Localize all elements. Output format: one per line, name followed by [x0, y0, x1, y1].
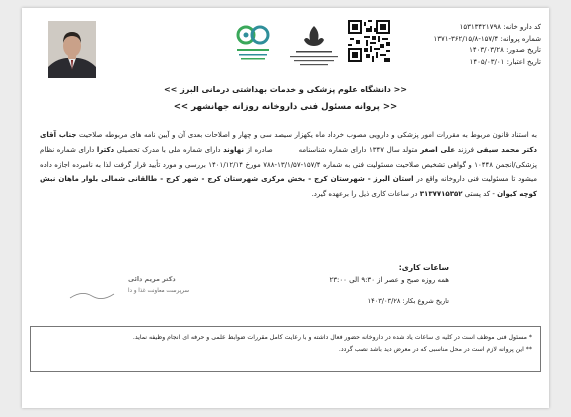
ministry-emblem	[284, 22, 344, 74]
body-line-1: به استناد قانون مربوط به مقررات امور پزشکی و دارویی مصوب خرداد ماه یکهزار سیصد سی و چهار و اصلاحات بعدی آن و آیین نامه های	[130, 131, 537, 139]
license-meta	[376, 22, 541, 68]
body-line-3a: با مدرک تحصیلی	[116, 145, 166, 154]
holder-photo	[48, 21, 96, 78]
note-2: ** این پروانه لازم است در محل مناسبی که در معرض دید باشد نصب گردد.	[338, 346, 532, 353]
university-heading: << دانشگاه علوم پزشکی و خدمات بهداشتی درمانی البرز >>	[163, 85, 408, 94]
license-document	[22, 8, 549, 408]
start-date: تاریخ شروع بکار: ۱۴۰۳/۰۳/۲۸	[367, 297, 449, 305]
tracking-code: کد دارو خانه: ۱۵۳۱۳۴۲۱۷۹۸	[459, 23, 541, 31]
body-line-2b: فرزند	[457, 145, 474, 154]
degree: دکترا	[96, 145, 115, 154]
working-hours-line: همه روزه صبح و عصر از ۹:۳۰ الی ۲۳:۰۰	[329, 276, 449, 284]
body-line-2e: دارای شماره ملی	[168, 145, 221, 154]
body-line-5c: در	[411, 190, 418, 199]
body-line-2a: مربوطه صلاحیت	[78, 131, 128, 139]
validity-date: تاریخ اعتبار: ۱۴۰۵/۰۳/۰۱	[469, 57, 541, 66]
father-name: علی اصغر	[420, 145, 456, 154]
health-network-logo	[233, 24, 273, 70]
pharmacy-address: البرز - شهرستان کرج - بخش مرکزی شهرستان کرج - شهر کرج - طالقانی شمالی بلوار ماهان نبش کوچه کیوان	[40, 175, 537, 199]
body-line-2d: صادره از	[246, 145, 273, 154]
working-hours-title: ساعات کاری:	[398, 263, 449, 272]
postal-code: ۳۱۳۷۷۱۵۳۵۲	[419, 190, 463, 199]
body-line-2c: متولد سال ۱۳۴۷ دارای شماره شناسنامه	[298, 145, 418, 154]
signatory-role: سرپرست معاونت غذا و دا	[128, 288, 190, 294]
license-title: << پروانه مسئول فنی داروخانه روزانه جهانشهر >>	[173, 102, 398, 112]
holder-name: جناب آقای دکتر محمد سیفی	[40, 131, 538, 154]
body-line-6: ساعات کاری ذیل را برعهده گیرد.	[311, 190, 409, 199]
body-line-4a: ۱۵۷/۴-۱۳/۱/۵۷-۷۸۸ مورخ ۱۴۰۱/۱۲/۱۴ بررسی و مورد تأیید قرار گرفت لذا به نامبرده اجازه داده میشود تا مسئولیت فنی داروخانه واقع در	[40, 160, 537, 184]
license-body	[40, 128, 537, 202]
body-line-3b: دارای شماره نظام پزشکی/انجمن ۱۰۴۴۸ و گواهی تشخیص صلاحیت مسئولیت فنی به شماره	[40, 145, 537, 169]
province-label: استان	[392, 175, 414, 184]
issue-date: تاریخ صدور: ۱۴۰۳/۰۳/۲۸	[469, 46, 541, 54]
birth-city: نهاوند	[223, 145, 244, 154]
signature-stamp	[62, 270, 190, 302]
note-1: * مسئول فنی موظف است در کلیه ی ساعات یاد شده در داروخانه حضور فعال داشته و با رعایت کامل مقررات ضوابط علمی و حرفه ای انجام وظیفه نماید.	[132, 334, 532, 341]
notes-box	[30, 326, 541, 372]
signatory-name: دکتر مریم دائی	[128, 275, 176, 283]
body-line-5b: - کد پستی	[464, 190, 495, 199]
license-number: شماره پروانه: ۱۵۷/۴-۳۶۲/۱۵/۸-۱۳۷۱	[433, 34, 541, 43]
working-hours	[249, 262, 449, 286]
